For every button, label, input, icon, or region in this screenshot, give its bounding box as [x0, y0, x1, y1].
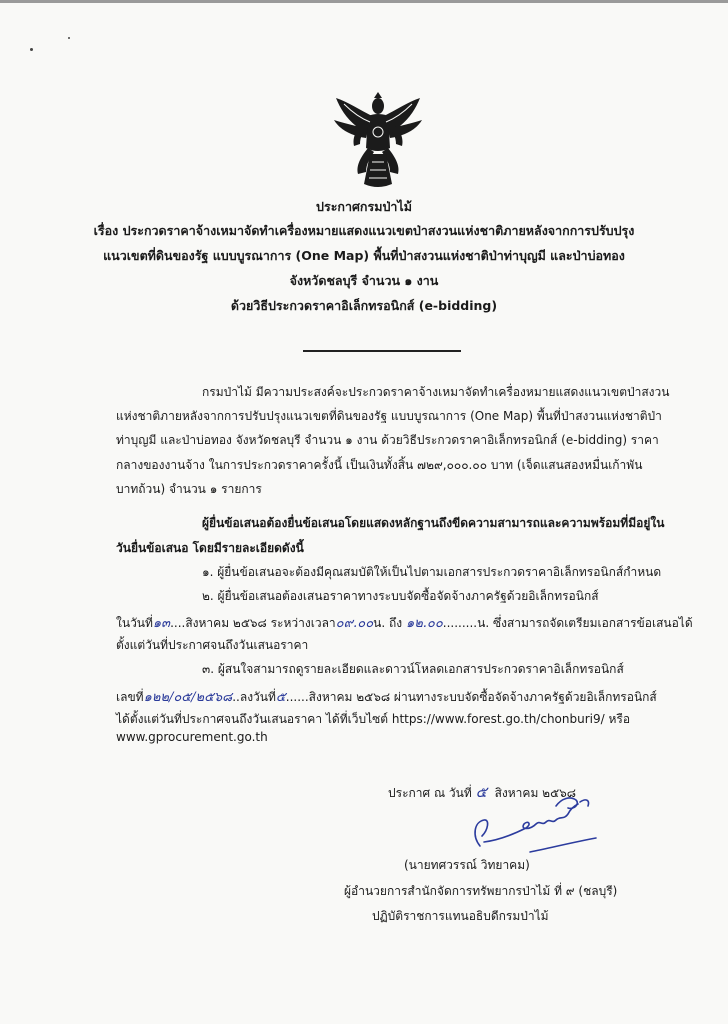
body-p1-line-3: ท่าบุญมี และป่าบ่อทอง จังหวัดชลบุรี จำนวน ๑ งาน ด้วยวิธีประกวดราคาอิเล็กทรอนิกส์ (e-bidding) ราคา — [116, 433, 659, 447]
item-1: ๑. ผู้ยื่นข้อเสนอจะต้องมีคุณสมบัติให้เป็นไปตามเอกสารประกวดราคาอิเล็กทรอนิกส์กำหนด — [202, 565, 662, 579]
bid-start-time-handwritten: ๐๙.๐๐ — [335, 616, 374, 631]
doc-day-handwritten: ๕ — [275, 690, 286, 705]
announce-month-year: สิงหาคม ๒๕๖๘ — [494, 786, 577, 800]
fill-dots: .... — [170, 616, 186, 630]
heading-divider — [303, 350, 461, 352]
body-p1-line-5: บาทถ้วน) จำนวน ๑ รายการ — [116, 482, 262, 496]
item-3-dated: ลงวันที่ — [239, 690, 276, 704]
body-p2-line-2: วันยื่นข้อเสนอ โดยมีรายละเอียดดังนี้ — [116, 541, 304, 555]
agency-heading: ประกาศกรมป่าไม้ — [316, 199, 412, 214]
doc-number-handwritten: ๑๒๒/๐๕/๒๕๖๘ — [143, 690, 233, 705]
item-3-line-4: www.gprocurement.go.th — [116, 730, 268, 744]
subject-line-2: แนวเขตที่ดินของรัฐ แบบบูรณาการ (One Map) พื้นที่ป่าสงวนแห่งชาติป่าท่าบุญมี และป่าบ่อทอง — [103, 248, 625, 263]
item-2-month: สิงหาคม ๒๕๖๘ ระหว่างเวลา — [185, 616, 336, 630]
bid-end-time-handwritten: ๑๒.๐๐ — [405, 616, 443, 631]
item-2-line-3: ตั้งแต่วันที่ประกาศจนถึงวันเสนอราคา — [116, 638, 309, 652]
body-p1-line-1: กรมป่าไม้ มีความประสงค์จะประกวดราคาจ้างเหมาจัดทำเครื่องหมายแสดงแนวเขตป่าสงวน — [202, 385, 670, 399]
subject-line-3: จังหวัดชลบุรี จำนวน ๑ งาน — [289, 273, 439, 288]
signer-name: (นายทศวรรณ์ วิทยาคม) — [404, 858, 530, 872]
item-2-line-2 — [116, 612, 693, 633]
item-3: ๓. ผู้สนใจสามารถดูรายละเอียดและดาวน์โหลดเอกสารประกวดราคาอิเล็กทรอนิกส์ — [202, 662, 624, 676]
item-2: ๒. ผู้ยื่นข้อเสนอต้องเสนอราคาทางระบบจัดซื้อจัดจ้างภาครัฐด้วยอิเล็กทรอนิกส์ — [202, 589, 599, 603]
scan-speck — [68, 37, 70, 39]
announce-day-handwritten: ๕ — [475, 783, 487, 801]
item-2-to: น. ถึง — [373, 616, 403, 630]
bid-day-handwritten: ๑๓ — [152, 616, 171, 631]
subject-line-1: เรื่อง ประกวดราคาจ้างเหมาจัดทำเครื่องหมายแสดงแนวเขตป่าสงวนแห่งชาติภายหลังจากการปรับปรุง — [93, 223, 635, 238]
signer-title-1: ผู้อำนวยการสำนักจัดการทรัพยากรป่าไม้ ที่ ๙ (ชลบุรี) — [344, 884, 618, 898]
item-2-prefix: ในวันที่ — [116, 616, 153, 630]
fill-dots: .. — [232, 690, 240, 704]
body-p1-line-2: แห่งชาติภายหลังจากการปรับปรุงแนวเขตที่ดินของรัฐ แบบบูรณาการ (One Map) พื้นที่ป่าสงวนแห่งชาติป่า — [116, 409, 662, 423]
item-2-suffix: น. ซึ่งสามารถจัดเตรียมเอกสารข้อเสนอได้ — [477, 616, 693, 630]
item-3-prefix: เลขที่ — [116, 690, 144, 704]
body-p2-line-1: ผู้ยื่นข้อเสนอต้องยื่นข้อเสนอโดยแสดงหลักฐานถึงขีดความสามารถและความพร้อมที่มีอยู่ใน — [202, 516, 665, 530]
signer-title-2: ปฏิบัติราชการแทนอธิบดีกรมป่าไม้ — [372, 909, 549, 923]
announce-prefix: ประกาศ ณ วันที่ — [388, 786, 472, 800]
garuda-emblem-icon — [330, 92, 426, 190]
item-3-line-3: ได้ตั้งแต่วันที่ประกาศจนถึงวันเสนอราคา ได้ที่เว็บไซต์ https://www.forest.go.th/chonburi9/ หรือ — [116, 712, 631, 726]
handwritten-signature-icon — [470, 786, 600, 856]
scan-speck — [30, 48, 33, 51]
scan-top-edge — [0, 0, 728, 3]
item-3-line-2 — [116, 686, 657, 707]
fill-dots: ......... — [442, 616, 478, 630]
subject-line-4: ด้วยวิธีประกวดราคาอิเล็กทรอนิกส์ (e-bidding) — [230, 298, 498, 313]
body-p1-line-4: กลางของงานจ้าง ในการประกวดราคาครั้งนี้ เป็นเงินทั้งสิ้น ๗๒๙,๐๐๐.๐๐ บาท (เจ็ดแสนสองหมื่นเก้าพัน — [116, 458, 643, 472]
item-3-month: สิงหาคม ๒๕๖๘ ผ่านทางระบบจัดซื้อจัดจ้างภาครัฐด้วยอิเล็กทรอนิกส์ — [308, 690, 657, 704]
fill-dots: ...... — [285, 690, 309, 704]
